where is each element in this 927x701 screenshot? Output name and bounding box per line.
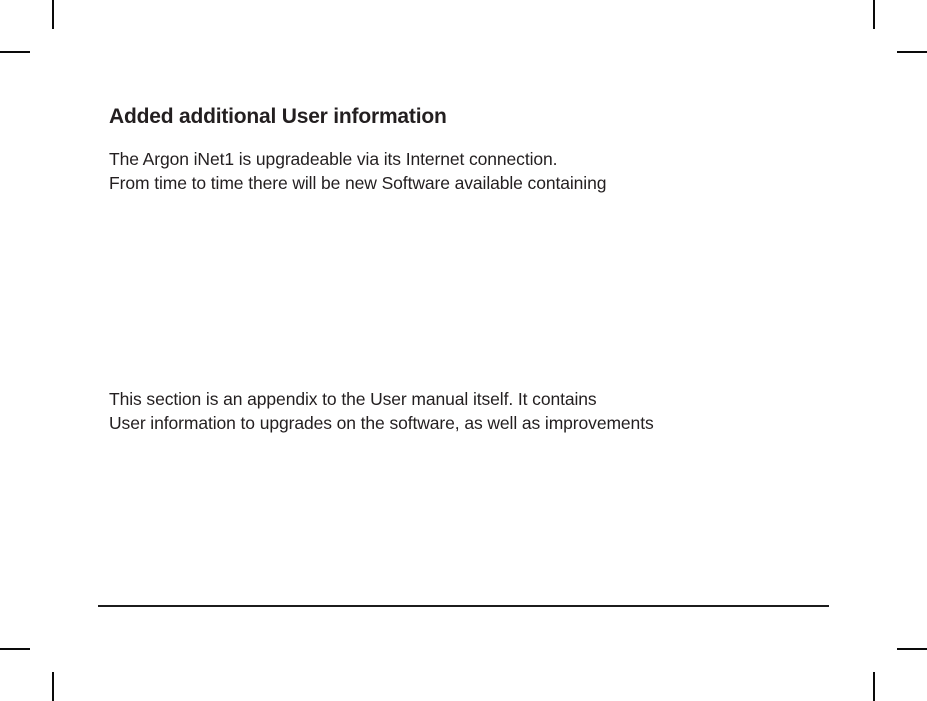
crop-mark-bottom-left-vertical — [52, 672, 54, 701]
paragraph-line: The Argon iNet1 is upgradeable via its Internet connection. — [109, 149, 558, 169]
crop-mark-bottom-right-vertical — [873, 672, 875, 701]
paragraph-appendix-info — [109, 387, 654, 435]
paragraph-line: User information to upgrades on the software, as well as improvements — [109, 413, 654, 433]
crop-mark-top-right-horizontal — [897, 51, 927, 53]
crop-mark-top-left-vertical — [52, 0, 54, 29]
page-title: Added additional User information — [109, 105, 447, 129]
crop-mark-top-right-vertical — [873, 0, 875, 29]
crop-mark-bottom-right-horizontal — [897, 648, 927, 650]
footer-rule — [98, 605, 829, 607]
crop-mark-bottom-left-horizontal — [0, 648, 30, 650]
paragraph-line: From time to time there will be new Software available containing — [109, 173, 607, 193]
paragraph-line: This section is an appendix to the User manual itself. It contains — [109, 389, 597, 409]
crop-mark-top-left-horizontal — [0, 51, 30, 53]
paragraph-upgrade-info — [109, 147, 606, 195]
